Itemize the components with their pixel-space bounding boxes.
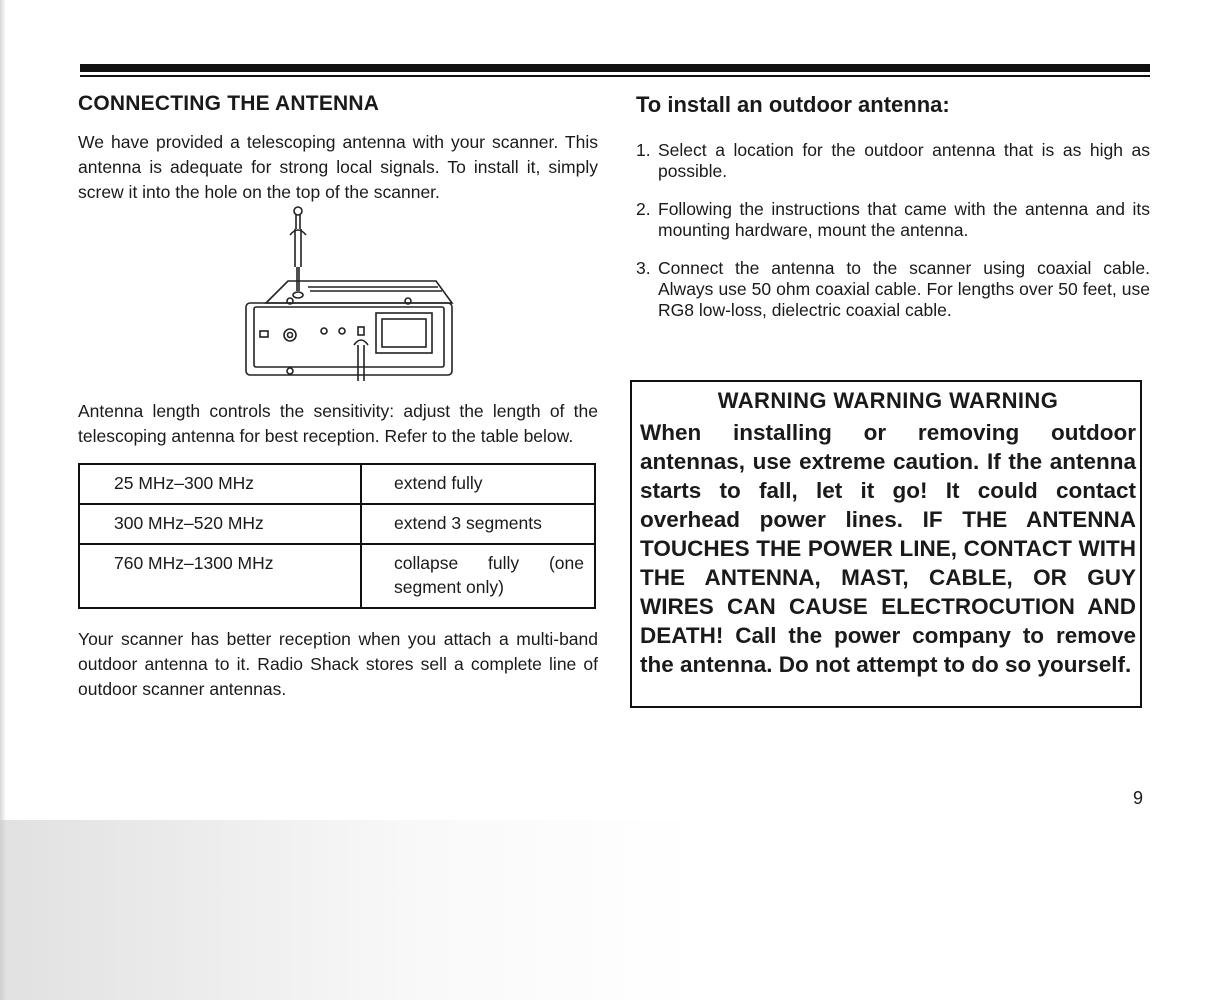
warning-heading: WARNING WARNING WARNING: [717, 388, 1059, 413]
section-title: CONNECTING THE ANTENNA: [78, 92, 380, 115]
step-number: 2.: [636, 199, 651, 219]
table-cell-action: extend fully: [361, 464, 595, 504]
sensitivity-paragraph: Antenna length controls the sensitivity: adjust the length of the telescoping antenna for best reception. Refer to the table below.: [78, 401, 598, 446]
table-cell-action: collapse fully (one segment only): [361, 544, 595, 608]
step-number: 1.: [636, 140, 651, 160]
step-text: Select a location for the outdoor antenna that is as high as possible.: [658, 140, 1150, 181]
table-row: [79, 464, 595, 504]
scanner-antenna-icon: [238, 195, 458, 385]
table-cell-range: 760 MHz–1300 MHz: [79, 544, 361, 608]
scan-shadow: [0, 820, 700, 1000]
table-row: [79, 544, 595, 608]
table-cell-range: 25 MHz–300 MHz: [79, 464, 361, 504]
intro-paragraph: We have provided a telescoping antenna with your scanner. This antenna is adequate for strong local signals. To install it, simply screw it into the hole on the top of the scanner.: [78, 132, 598, 202]
page-number: 9: [1133, 788, 1144, 808]
list-item: [636, 199, 1150, 241]
top-rule-thin: [80, 75, 1150, 77]
antenna-illustration: [78, 195, 598, 385]
table-cell-range: 300 MHz–520 MHz: [79, 504, 361, 544]
warning-box: [630, 380, 1142, 708]
step-text: Following the instructions that came with the antenna and its mounting hardware, mount the antenna.: [658, 199, 1150, 240]
step-number: 3.: [636, 258, 651, 278]
list-item: [636, 258, 1150, 321]
step-text: Connect the antenna to the scanner using coaxial cable. Always use 50 ohm coaxial cable. For lengths over 50 feet, use RG8 low-loss, dielectric coaxial cable.: [658, 258, 1150, 320]
outro-paragraph: Your scanner has better reception when you attach a multi-band outdoor antenna to it. Radio Shack stores sell a complete line of outdoor scanner antennas.: [78, 629, 598, 699]
table-row: [79, 504, 595, 544]
list-item: [636, 140, 1150, 182]
install-steps: [636, 140, 1150, 321]
left-column: [78, 92, 598, 702]
right-column: [636, 92, 1150, 338]
top-rule: [80, 64, 1150, 72]
outdoor-antenna-title: To install an outdoor antenna:: [636, 92, 950, 117]
warning-text: When installing or removing outdoor antennas, use extreme caution. If the antenna starts to fall, let it go! It could contact overhead power lines. IF THE ANTENNA TOUCHES THE POWER LINE, CONTACT WITH THE ANTENNA, MAST, CABLE, OR GUY WIRES CAN CAUSE ELECTROCUTION AND DEATH! Call the power company to remove the antenna. Do not attempt to do so yourself.: [640, 420, 1136, 677]
antenna-length-table: [78, 463, 596, 609]
table-cell-action: extend 3 segments: [361, 504, 595, 544]
